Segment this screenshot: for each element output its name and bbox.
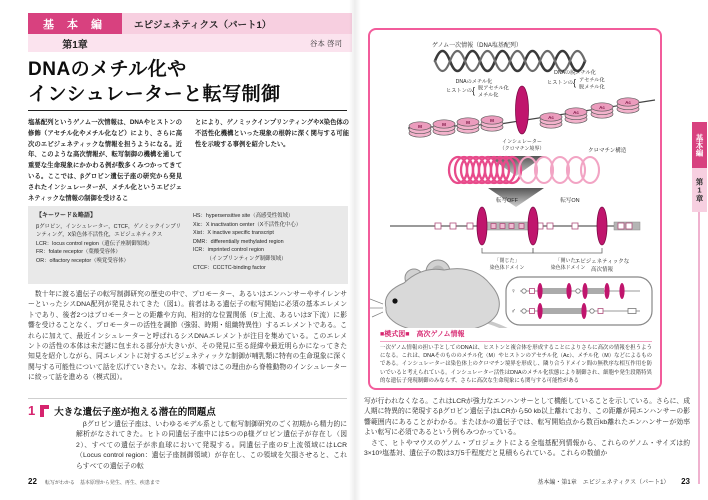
epi-label-1: エピジェネティックな — [574, 259, 630, 265]
figure-caption — [380, 329, 652, 385]
keyword-line: Xic：X inactivation center（X不活性化中心） — [193, 221, 302, 228]
insulator-label-2: （クロマチン境界） — [499, 146, 545, 152]
section-title: 大きな遺伝子座が抱える潜在的問題点 — [54, 406, 216, 418]
open-domain-bracket — [533, 248, 602, 253]
male-symbol: ♂ — [511, 308, 516, 315]
figure-schematic — [368, 28, 662, 390]
closed-label-1: 「閉じた」 — [494, 258, 520, 264]
allele-box — [506, 277, 652, 325]
side-tab-edition: 基本編 — [692, 122, 707, 168]
figure-caption-title: ■模式図■ 高次ゲノム情報 — [380, 329, 652, 342]
m-tag: M — [490, 117, 494, 123]
running-title: 基本編・第1章 エピジェネティクス（パート1） — [537, 480, 670, 486]
keyword-line: OR：olfactory receptor（嗅覚受容体） — [36, 257, 129, 264]
keyword-line: LCR：locus control region（遺伝子座制御領域） — [36, 240, 153, 247]
closed-domain-bar — [482, 222, 534, 230]
body-paragraph: 写が行われなくなる。これはLCRが強力なエンハンサーとして機能していることを示している。さらに、成人期に特異的に発現するβグロビン遺伝子はLCRから50 kb以上離れており、この距離が同エンハンサーの影響範囲内にあることがわかる。またほかの遺伝子では、転写開始点から数百kb離れたエンハンサーが効率よい転写に必須であるという例もみつかっている。 — [364, 398, 690, 437]
section-1-body: βグロビン遺伝子座は、いわゆるモデル系として転写制御研究のごく初期から精力的に解析がなされてきた。ヒトの同遺伝子座中には5つのβ様グロビン遺伝子が存在し（図2）、すべての遺伝子が赤血球において発現する。同遺伝子座の5'上流領域にはLCR（Locus control region：遺伝子座制御領域）が存在し、この領域を欠損させると、これらすべての遺伝子の転 — [76, 421, 347, 470]
series-title-band — [122, 13, 352, 34]
series-title: エピジェネティクス（パート1） — [134, 19, 272, 31]
page-number-right: 23 — [681, 477, 690, 486]
left-modification-labels — [446, 77, 509, 99]
tx-off-label: 転写OFF — [496, 198, 518, 204]
article-title — [28, 57, 352, 107]
mouse-body — [385, 269, 499, 328]
brace-right: { — [573, 77, 577, 88]
insulator-oval — [516, 86, 529, 134]
genome-label: ゲノム一次情報（DNA塩基配列） — [432, 43, 522, 49]
right-modification-labels — [547, 68, 605, 91]
acetylated-nucleosomes — [540, 98, 639, 128]
ac-tag: Ac — [599, 104, 605, 110]
book-title: 転写がわかる 基本原理から発生、再生、疾患まで — [44, 480, 160, 486]
chromatin-label: クロマチン構造 — [588, 148, 627, 154]
acetyl-label: アセチル化 — [579, 77, 605, 84]
tx-on-label: 転写ON — [560, 198, 580, 204]
footer-right — [0, 477, 690, 486]
page-gutter — [349, 0, 361, 500]
keyword-line: FR：folate receptor（葉酸受容体） — [36, 249, 121, 256]
section-1 — [28, 398, 347, 418]
section-corner-mark — [40, 405, 49, 417]
histone-prefix-left: ヒストンの — [446, 88, 472, 94]
insulator-label-1: インシュレーター — [502, 139, 542, 145]
figure-caption-body: 一次ゲノム情報の担い手としてのDNAは、ヒストンと複合体を形成することによりさらに高次の情報を担うようになる。これは、DNAそのもののメチル化（M）やヒストンのアセチル化（Ac）、メチル化（M）などによるものである。インシュレーターは染色体上のクロマチン境界を形成し、隣り合うドメイン間の無秩序な相互作用を防いでいると考えられている。インシュレーター活性はDNAのメチル化状態により制御され、細胞や発生段階特異的な遺伝子発現制御のみならず、さらに高次な生命現象にも関与する可能性がある — [380, 345, 652, 384]
chapter-badge: 第1章 — [62, 39, 88, 51]
chapter-row — [28, 34, 352, 52]
open-label-2: 染色体ドメイン — [550, 265, 586, 271]
section-number: 1 — [28, 403, 36, 418]
ac-tag: Ac — [625, 99, 631, 105]
keyword-column-left — [36, 212, 183, 278]
body-paragraph: さて、ヒトやマウスのゲノム・プロジェクトによる全塩基配列情報から、これらのゲノム・サイズは約3×10⁹塩基対、遺伝子の数は3万5千程度だと見積もられている。これらの数値か — [364, 439, 690, 458]
keyword-column-right — [193, 212, 340, 278]
open-label-1: 「開いた」 — [555, 258, 581, 264]
figure-drawing — [370, 30, 660, 328]
page-number-left: 22 — [28, 477, 37, 486]
closed-label-2: 染色体ドメイン — [489, 265, 525, 271]
ac-tag: Ac — [548, 114, 554, 120]
m-tag: M — [466, 119, 470, 125]
mouse-whiskers — [370, 299, 383, 317]
keyword-line: DMR：differentially methylated region — [193, 238, 284, 245]
side-tab-line — [698, 212, 700, 484]
article-title-line2: インシュレーターと転写制御 — [28, 84, 281, 105]
m-tag: M — [442, 121, 446, 127]
lead-column-1: 塩基配列というゲノム一次情報は、DNAやヒストンの修飾（アセチル化やメチル化など）により、さらに高次のエピジェネティックな情報を担うようになる。近年、このような高次情報が、転写制御の機構を通して重要な生命現象にかかわる例が数多くみつかってきている。ここでは、βグロビン遺伝子座の研究から発見されたインシュレーターが、メチル化というエピジェネティックな情報の制御を受けるこ — [28, 119, 182, 202]
dna-methyl-label: DNAのメチル化 — [455, 79, 493, 85]
side-tab-chapter: 第1章 — [692, 168, 707, 212]
deacetyl-label: 脱アセチル化 — [478, 85, 509, 92]
lead-column-2: とにより、ゲノミックインプリンティングやX染色体の不活性化機構といった現象の根幹に深く関与する可能性を示唆する事例を紹介したい。 — [195, 119, 349, 148]
female-symbol: ♀ — [511, 288, 516, 295]
article-title-line1: DNAのメチル化や — [28, 59, 187, 80]
keyword-line: βグロビン，インシュレーター，CTCF，ゲノミックインプリンティング，X染色体不活性化，エピジェネティクス — [36, 223, 181, 239]
m-tag: M — [418, 123, 422, 129]
demethyl-label: 脱メチル化 — [579, 84, 605, 91]
right-page-body — [364, 397, 690, 459]
mouse-eye — [392, 298, 397, 303]
edition-badge: 基 本 編 — [28, 13, 122, 34]
keyword-line: （インプリンティング制御領域） — [193, 255, 287, 262]
keyword-line: ICR：imprinted control region — [193, 247, 265, 254]
lead-paragraph — [28, 118, 350, 204]
histone-prefix-right: ヒストンの — [547, 80, 573, 86]
closed-domain-bracket — [482, 248, 533, 253]
dna-helix-illustration — [435, 51, 585, 71]
methyl-label: メチル化 — [478, 92, 499, 99]
brace-left: { — [472, 85, 476, 96]
keyword-line: HS：hypersensitive site（高感受性領域） — [193, 213, 294, 219]
keyword-heading: 【キーワード＆略語】 — [36, 213, 97, 219]
keyword-line: Xist：X inactive specific transcript — [193, 230, 274, 237]
keyword-line: CTCF：CCCTC-binding factor — [193, 264, 266, 271]
dna-demethyl-label: DNAの脱メチル化 — [554, 70, 596, 76]
epi-label-2: 高次情報 — [590, 267, 614, 273]
ac-tag: Ac — [573, 109, 579, 115]
body-paragraph: 数十年に渡る遺伝子の転写制御研究の歴史の中で、プロモーター、あるいはエンハンサーやサイレンサーといったシスDNA配列が発見されてきた（図1）。前者はある遺伝子の転写開始に必須の基本エレメントであり、後者2つはプロモーターとの距離や方向、相対的な位置関係（5'上流、あるいは3'下流）に影響を受けることなく、プロモーターの活性を調節（強弱、時期・組織特異性）するエレメントである。これらに加えて、最近インシュレーターと呼ばれるシスDNAエレメントが注目を集めている。このエレメントの活性の本体は未だ謎に包まれる部分が大きいが、その発見に至る経緯や最近明らかになってきた知見を紹介しながら、同エレメントに対するエピジェネティックな制御が哺乳類に特有の生命現象に深く関与する可能性について話を広げていきたい。なお、本稿ではこの理由から脊椎動物のインシュレーターに絞って話を進める（模式図）。 — [28, 291, 348, 382]
keyword-box — [28, 206, 348, 284]
title-rule — [28, 110, 347, 111]
author-name: 谷本 啓司 — [309, 38, 342, 48]
